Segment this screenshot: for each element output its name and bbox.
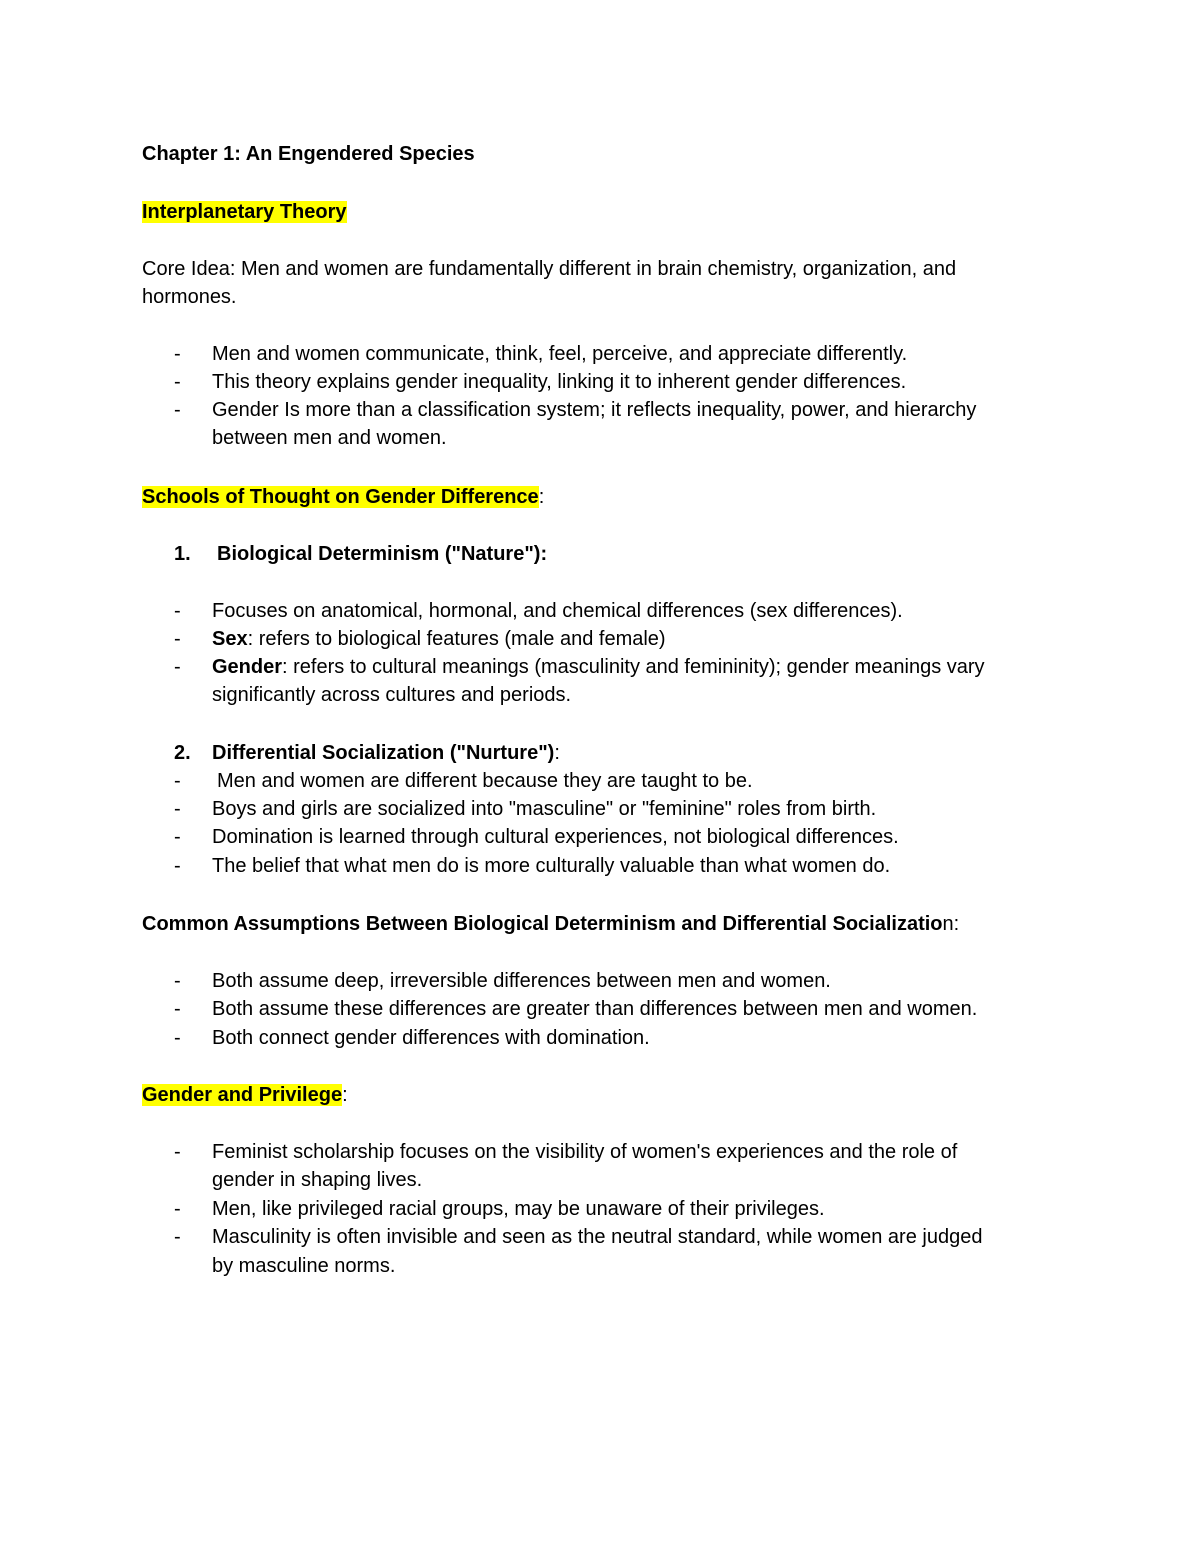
list-item: Boys and girls are socialized into "masculine" or "feminine" roles from birth. bbox=[212, 798, 877, 820]
list-item: Gender Is more than a classification system; it reflects inequality, power, and hierarchy bbox=[212, 399, 977, 421]
bullet-dash: - bbox=[174, 1141, 181, 1163]
list-number: 2. bbox=[174, 742, 191, 764]
bullet-dash: - bbox=[174, 600, 181, 622]
core-idea-text-cont: hormones. bbox=[142, 286, 237, 308]
list-item-cont: between men and women. bbox=[212, 427, 447, 449]
highlight: Interplanetary Theory bbox=[142, 201, 347, 223]
subheading-suffix: : bbox=[554, 742, 560, 764]
section-heading-privilege bbox=[142, 1081, 348, 1109]
list-item: Men, like privileged racial groups, may be unaware of their privileges. bbox=[212, 1198, 825, 1220]
subheading-text: Differential Socialization ("Nurture") bbox=[212, 742, 555, 764]
list-item: Both connect gender differences with domination. bbox=[212, 1027, 650, 1049]
list-item bbox=[212, 653, 985, 681]
section-heading-interplanetary bbox=[142, 198, 347, 226]
heading-text: Common Assumptions Between Biological Determinism and Differential Socializatio bbox=[142, 913, 943, 935]
list-item: Focuses on anatomical, hormonal, and chemical differences (sex differences). bbox=[212, 600, 903, 622]
list-item: Men and women communicate, think, feel, perceive, and appreciate differently. bbox=[212, 343, 908, 365]
bullet-dash: - bbox=[174, 628, 181, 650]
heading-tail: n: bbox=[942, 913, 960, 935]
subheading-biological: Biological Determinism ("Nature"): bbox=[217, 543, 548, 565]
list-item: Domination is learned through cultural experiences, not biological differences. bbox=[212, 826, 899, 848]
section-heading-common bbox=[142, 910, 959, 938]
term-gender: Gender bbox=[212, 656, 283, 678]
definition-gender: : refers to cultural meanings (masculinity and femininity); gender meanings vary bbox=[282, 656, 985, 678]
heading-suffix: : bbox=[538, 486, 545, 508]
bullet-dash: - bbox=[174, 826, 181, 848]
bullet-dash: - bbox=[174, 1198, 181, 1220]
section-heading-schools bbox=[142, 483, 544, 511]
list-item: Both assume these differences are greater than differences between men and women. bbox=[212, 998, 978, 1020]
highlight: Schools of Thought on Gender Difference bbox=[142, 486, 539, 508]
bullet-dash: - bbox=[174, 1027, 181, 1049]
bullet-dash: - bbox=[174, 970, 181, 992]
definition-sex: : refers to biological features (male and female) bbox=[247, 628, 666, 650]
list-item-cont: by masculine norms. bbox=[212, 1255, 396, 1277]
bullet-dash: - bbox=[174, 343, 181, 365]
bullet-dash: - bbox=[174, 399, 181, 421]
list-item: Masculinity is often invisible and seen as the neutral standard, while women are judged bbox=[212, 1226, 983, 1248]
bullet-dash: - bbox=[174, 798, 181, 820]
list-item-cont: significantly across cultures and periods. bbox=[212, 684, 572, 706]
list-item: The belief that what men do is more culturally valuable than what women do. bbox=[212, 855, 891, 877]
list-item: Men and women are different because they are taught to be. bbox=[217, 770, 753, 792]
list-item-cont: gender in shaping lives. bbox=[212, 1169, 423, 1191]
bullet-dash: - bbox=[174, 855, 181, 877]
term-sex: Sex bbox=[212, 628, 248, 650]
list-item: Both assume deep, irreversible differences between men and women. bbox=[212, 970, 831, 992]
heading-suffix: : bbox=[342, 1084, 348, 1106]
core-idea-text: Core Idea: Men and women are fundamentally different in brain chemistry, organization, and bbox=[142, 258, 957, 280]
list-item: This theory explains gender inequality, linking it to inherent gender differences. bbox=[212, 371, 907, 393]
list-number: 1. bbox=[174, 543, 191, 565]
bullet-dash: - bbox=[174, 770, 181, 792]
bullet-dash: - bbox=[174, 1226, 181, 1248]
list-item bbox=[212, 625, 666, 653]
bullet-dash: - bbox=[174, 371, 181, 393]
page-title: Chapter 1: An Engendered Species bbox=[142, 143, 475, 165]
list-item: Feminist scholarship focuses on the visibility of women's experiences and the role of bbox=[212, 1141, 958, 1163]
bullet-dash: - bbox=[174, 656, 181, 678]
bullet-dash: - bbox=[174, 998, 181, 1020]
subheading-socialization bbox=[212, 739, 560, 767]
highlight: Gender and Privilege bbox=[142, 1084, 343, 1106]
